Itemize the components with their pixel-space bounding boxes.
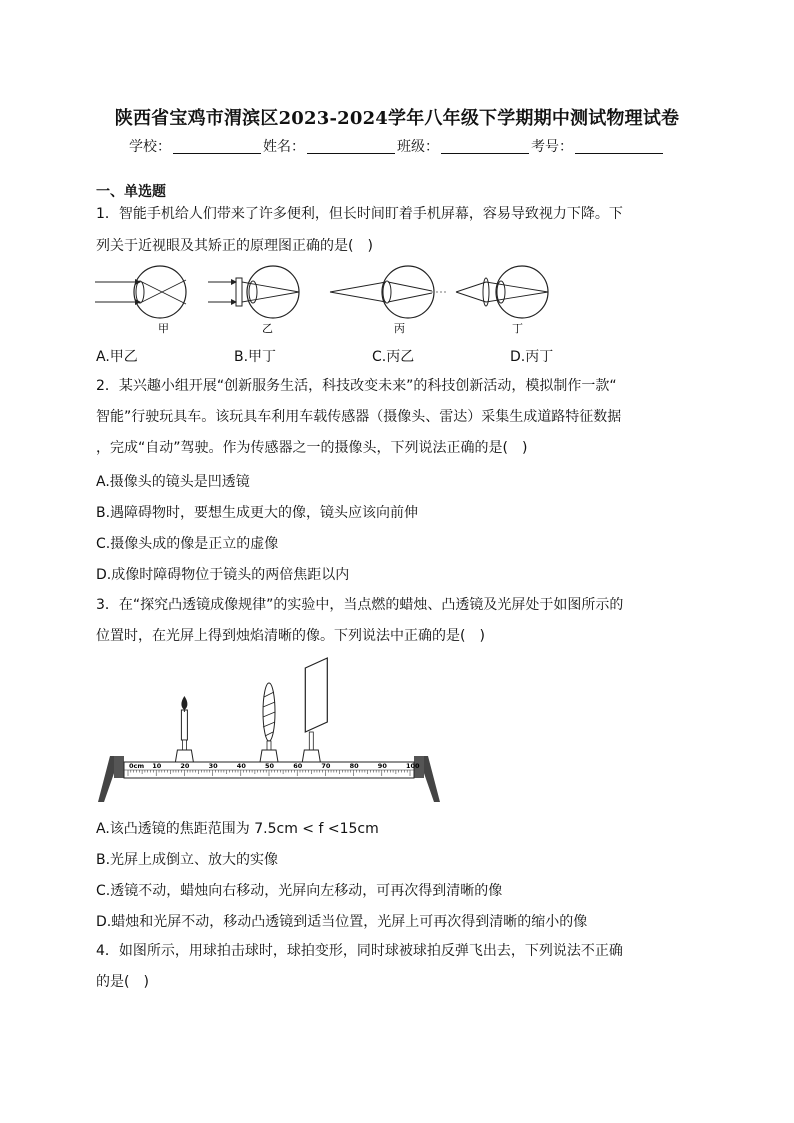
q1-option-c[interactable]: C.丙乙 — [372, 349, 415, 365]
ruler-tick-label: 20 — [180, 762, 190, 770]
q3-line2: 位置时，在光屏上得到烛焰清晰的像。下列说法中正确的是( ) — [96, 628, 485, 644]
number-label: 考号： — [531, 139, 573, 155]
fig-label-jia: 甲 — [158, 322, 169, 335]
ruler-tick-label: 90 — [377, 762, 387, 770]
q2-option-b[interactable]: B.遇障碍物时，要想生成更大的像，镜头应该向前伸 — [96, 505, 419, 521]
fig-label-bing: 丙 — [394, 322, 405, 335]
bench-left-end — [114, 756, 124, 778]
q3-option-b[interactable]: B.光屏上成倒立、放大的实像 — [96, 852, 279, 868]
eye-diagram-jia — [95, 266, 186, 335]
class-label: 班级： — [397, 139, 439, 155]
q4-line2: 的是( ) — [96, 974, 149, 990]
number-blank[interactable] — [575, 139, 663, 154]
ruler-tick-label: 40 — [236, 762, 246, 770]
q2-option-d[interactable]: D.成像时障碍物位于镜头的两倍焦距以内 — [96, 567, 350, 583]
ruler-tick-label: 50 — [265, 762, 275, 770]
section-heading: 一、单选题 — [96, 184, 166, 200]
candle — [175, 696, 193, 762]
fig-label-yi: 乙 — [262, 322, 273, 335]
optical-bench-diagram — [94, 652, 444, 808]
q3-option-c[interactable]: C.透镜不动，蜡烛向右移动，光屏向左移动，可再次得到清晰的像 — [96, 883, 503, 899]
school-blank[interactable] — [173, 139, 261, 154]
q1-line2: 列关于近视眼及其矫正的原理图正确的是( ) — [96, 238, 373, 254]
eye-diagram-yi — [208, 266, 299, 335]
class-blank[interactable] — [441, 139, 529, 154]
q2-option-a[interactable]: A.摄像头的镜头是凹透镜 — [96, 474, 250, 490]
school-label: 学校： — [129, 139, 171, 155]
ruler-tick-label: 30 — [208, 762, 218, 770]
q2-line2: 智能”行驶玩具车。该玩具车利用车载传感器（摄像头、雷达）采集生成道路特征数据 — [96, 409, 622, 425]
q2-line3: ，完成“自动”驾驶。作为传感器之一的摄像头，下列说法正确的是( ) — [96, 440, 528, 456]
q3-line1: 3．在“探究凸透镜成像规律”的实验中，当点燃的蜡烛、凸透镜及光屏处于如图所示的 — [96, 597, 624, 613]
light-screen — [302, 658, 327, 762]
ruler-tick-label: 60 — [293, 762, 303, 770]
name-blank[interactable] — [307, 139, 395, 154]
q1-line1: 1．智能手机给人们带来了许多便利，但长时间盯着手机屏幕，容易导致视力下降。下 — [96, 206, 623, 222]
student-info-row — [0, 136, 794, 156]
q1-option-b[interactable]: B.甲丁 — [234, 349, 277, 365]
ruler-tick-label: 0cm — [129, 762, 145, 770]
fig-label-ding: 丁 — [512, 322, 523, 335]
ruler-tick-label: 70 — [321, 762, 331, 770]
ruler-tick-label: 10 — [152, 762, 162, 770]
eye-diagram-ding — [456, 266, 548, 335]
ruler-tick-label: 80 — [349, 762, 359, 770]
q2-line1: 2．某兴趣小组开展“创新服务生活，科技改变未来”的科技创新活动，模拟制作一款“ — [96, 378, 617, 394]
eye-diagram-bing — [330, 266, 446, 335]
name-label: 姓名： — [263, 139, 305, 155]
q2-option-c[interactable]: C.摄像头成的像是正立的虚像 — [96, 536, 279, 552]
q1-eye-diagrams — [90, 262, 570, 338]
q3-option-a[interactable]: A.该凸透镜的焦距范围为 7.5cm < f <15cm — [96, 821, 379, 837]
convex-lens — [260, 683, 278, 762]
q1-option-d[interactable]: D.丙丁 — [510, 349, 554, 365]
q1-option-a[interactable]: A.甲乙 — [96, 349, 138, 365]
ruler-tick-label: 100 — [406, 762, 420, 770]
q4-line1: 4．如图所示，用球拍击球时，球拍变形，同时球被球拍反弹飞出去，下列说法不正确 — [96, 943, 623, 959]
page-title: 陕西省宝鸡市渭滨区2023-2024学年八年级下学期期中测试物理试卷 — [114, 108, 680, 129]
q3-option-d[interactable]: D.蜡烛和光屏不动，移动凸透镜到适当位置，光屏上可再次得到清晰的缩小的像 — [96, 914, 588, 930]
